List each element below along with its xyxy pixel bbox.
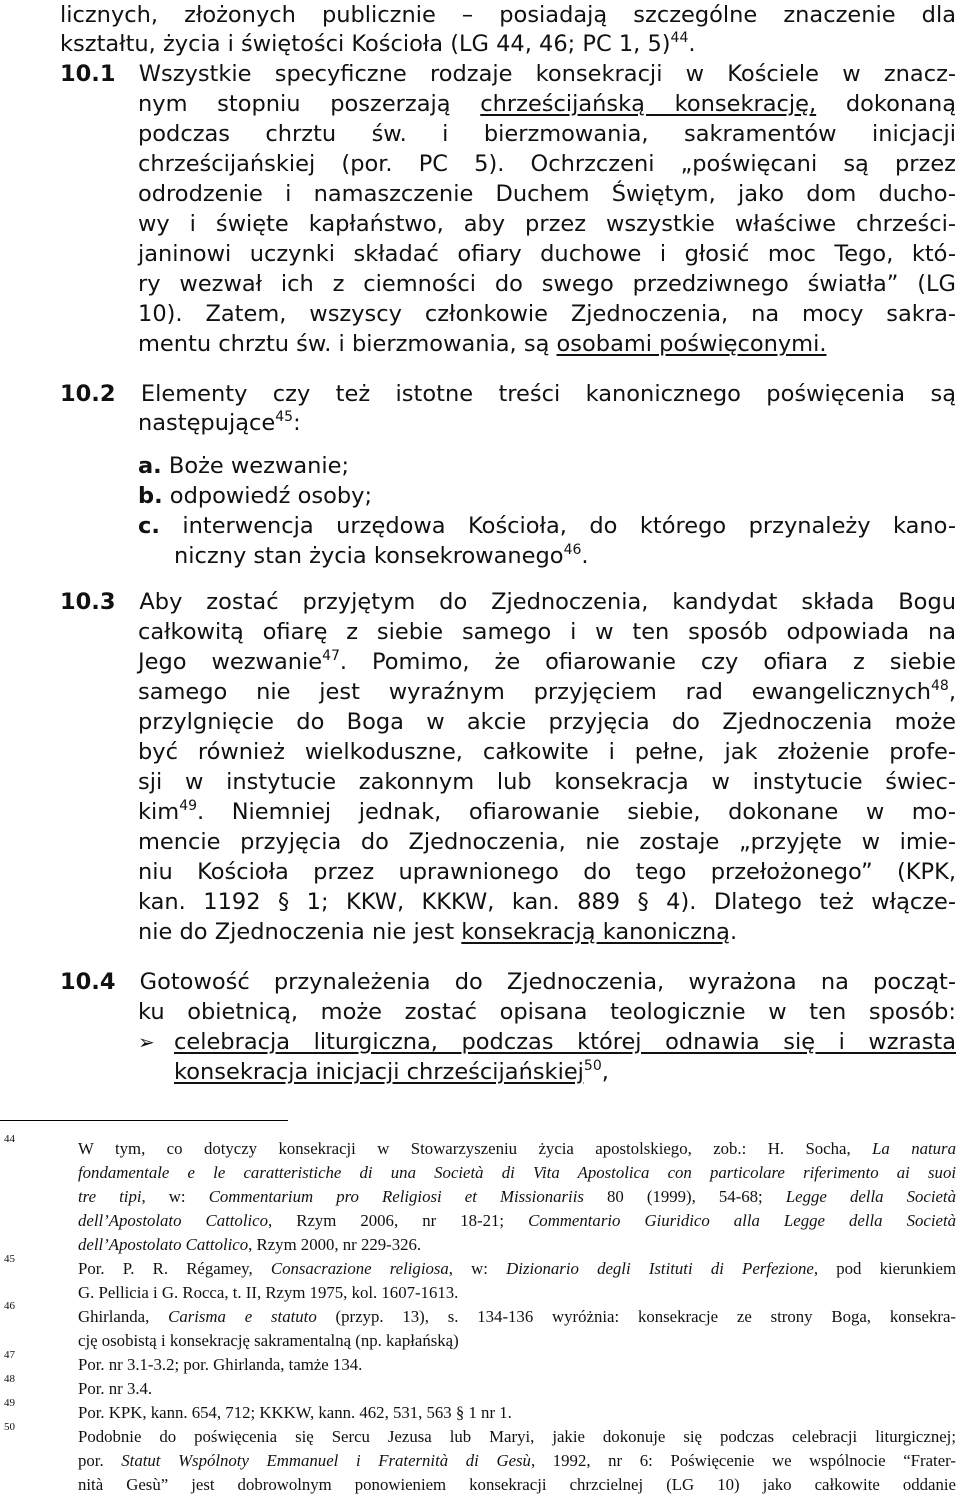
text-line	[138, 767, 956, 797]
section-number: 10.3	[60, 589, 116, 615]
footnote-line	[78, 1185, 956, 1209]
text-span: ry wezwał ich z ciemności do swego przedziwnego światła” (LG	[138, 271, 956, 297]
footnote-ref: 48	[931, 678, 949, 694]
title-italic: Statut Wspólnoty Emmanuel i Fraternità di Gesù	[121, 1451, 531, 1470]
text-span: przylgnięcie do Boga w akcie przyjęcia do Zjednoczenia może	[138, 709, 956, 735]
text-line	[174, 541, 589, 571]
text-line	[138, 239, 956, 269]
footnote-text: por.	[78, 1451, 122, 1470]
text-span: janinowi uczynki składać ofiary duchowe i głosić moc Tego, któ-	[138, 241, 956, 267]
section-number: 10.2	[60, 381, 116, 407]
underlined-text: konsekracja inicjacji chrześcijańskiej	[174, 1059, 584, 1085]
title-italic: dell’Apostolato Cattolico	[78, 1211, 268, 1230]
footnote-line	[78, 1329, 459, 1353]
text-line	[138, 827, 956, 857]
footnote-ref: 46	[563, 542, 582, 558]
text-span: dokonaną	[816, 91, 956, 117]
text-span: całkowitą ofiarę z siebie samego i w ten sposób odpowiada na	[138, 619, 956, 645]
footnote-ref: 44	[670, 30, 689, 46]
title-italic: Legge della Società	[785, 1187, 956, 1206]
text-line	[60, 967, 956, 997]
text-line	[138, 209, 956, 239]
underlined-text: celebracja liturgiczna, podczas której odnawia się i wzrasta	[174, 1029, 956, 1055]
text-line	[138, 917, 737, 947]
text-span: podczas chrztu św. i bierzmowania, sakramentów inicjacji	[138, 121, 956, 147]
footnote-text: 80 (1999), 54-68;	[583, 1187, 786, 1206]
footnote-line	[78, 1305, 956, 1329]
text-line	[138, 89, 956, 119]
text-line	[138, 857, 956, 887]
footnote-text: , pod kierunkiem	[813, 1259, 956, 1278]
text-span: :	[293, 410, 301, 436]
title-italic: Consacrazione religiosa	[270, 1259, 449, 1278]
text-span: być również wielkoduszne, całkowite i pełne, jak złożenie profe-	[138, 739, 956, 765]
footnote-text: Por. nr 3.4.	[78, 1379, 153, 1398]
underlined-text: osobami poświęconymi.	[556, 331, 827, 357]
text-line	[138, 707, 956, 737]
text-span: następujące	[138, 410, 276, 436]
footnote-line	[78, 1233, 421, 1257]
footnote-text: , 1992, nr 6: Poświęcenie we wspólnocie “Frater-	[530, 1451, 956, 1470]
text-span: ,	[601, 1059, 609, 1085]
footnote-ref: 45	[275, 409, 294, 425]
text-line	[60, 29, 696, 59]
text-line	[138, 269, 956, 299]
footnote-line	[78, 1353, 362, 1377]
footnote-line	[78, 1281, 458, 1305]
footnote-ref: 50	[583, 1058, 602, 1074]
text-line	[138, 677, 956, 707]
text-line	[138, 617, 956, 647]
title-italic: dell’Apostolato Cattolico	[78, 1235, 249, 1254]
text-line	[138, 511, 956, 541]
text-span: wy i święte kapłaństwo, aby przez wszystkie właściwe chrześci-	[138, 211, 956, 237]
footnote-text: nità Gesù” jest dobrowolnym ponowieniem konsekracji chrzcielnej (LG 10) jako całkowite oddanie	[78, 1475, 956, 1494]
section-number: 10.4	[60, 969, 116, 995]
footnote-line	[78, 1473, 956, 1496]
text-span: Gotowość przynależenia do Zjednoczenia, wyrażona na począt-	[115, 969, 956, 995]
text-span: kan. 1192 § 1; KKW, KKKW, kan. 889 § 4). Dlatego też włącze-	[138, 889, 956, 915]
footnote-line	[78, 1257, 956, 1281]
footnote-line	[78, 1401, 512, 1425]
title-italic: Dizionario degli Istituti di Perfezione	[506, 1259, 814, 1278]
footnote-line	[78, 1137, 956, 1161]
footnote-number: 48	[4, 1373, 15, 1385]
text-span: mencie przyjęcia do Zjednoczenia, nie zostaje „przyjęte w imie-	[138, 829, 956, 855]
section-number: c.	[138, 513, 160, 539]
footnote-text: (przyp. 13), s. 134-136 wyróżnia: konsekracje ze strony Boga, konsekra-	[316, 1307, 956, 1326]
text-line	[138, 329, 826, 359]
text-span: interwencja urzędowa Kościoła, do którego przynależy kano-	[159, 513, 956, 539]
footnote-number: 50	[4, 1421, 15, 1433]
underlined-text: konsekracją kanoniczną	[461, 919, 730, 945]
text-span: Wszystkie specyficzne rodzaje konsekracji w Kościele w znacz-	[115, 61, 956, 87]
text-line	[138, 451, 349, 481]
footnote-separator	[0, 1120, 288, 1121]
text-span: ,	[948, 679, 956, 705]
title-italic: Carisma e statuto	[168, 1307, 317, 1326]
text-span: nie do Zjednoczenia nie jest	[138, 919, 462, 945]
footnote-ref: 47	[322, 648, 340, 664]
text-span: Aby zostać przyjętym do Zjednoczenia, kandydat składa Bogu	[115, 589, 956, 615]
text-span: . Niemniej jednak, ofiarowanie siebie, dokonane w mo-	[197, 799, 956, 825]
text-span: mentu chrztu św. i bierzmowania, są	[138, 331, 557, 357]
text-line	[138, 737, 956, 767]
text-line	[60, 59, 956, 89]
text-line	[138, 647, 956, 677]
section-number: b.	[138, 483, 163, 509]
text-span: nym stopniu poszerzają	[138, 91, 481, 117]
footnote-number: 45	[4, 1253, 15, 1265]
title-italic: Commentarium pro Religiosi et Missionariis	[208, 1187, 584, 1206]
footnote-number: 49	[4, 1397, 15, 1409]
section-number: 10.1	[60, 61, 116, 87]
footnote-text: Podobnie do poświęcenia się Sercu Jezusa lub Maryi, jakie dokonuje się podczas celebracji liturgicznej;	[78, 1427, 956, 1446]
footnote-text: , Rzym 2000, nr 229-326.	[248, 1235, 422, 1254]
footnote-number: 44	[4, 1133, 15, 1145]
text-line	[138, 887, 956, 917]
text-span: odrodzenie i namaszczenie Duchem Świętym, jako dom ducho-	[138, 181, 956, 207]
text-span: .	[729, 919, 738, 945]
footnote-line	[78, 1161, 956, 1185]
text-span: odpowiedź osoby;	[162, 483, 373, 509]
text-span: Elementy czy też istotne treści kanonicznego poświęcenia są	[115, 381, 956, 407]
footnote-line	[78, 1449, 956, 1473]
text-span: sji w instytucie zakonnym lub konsekracja w instytucie świec-	[138, 769, 956, 795]
text-line	[138, 481, 372, 511]
footnote-text: G. Pellicia i G. Rocca, t. II, Rzym 1975, kol. 1607-1613.	[78, 1283, 459, 1302]
footnote-text: Por. P. R. Régamey,	[78, 1259, 271, 1278]
text-line	[138, 408, 301, 438]
title-italic: La natura	[872, 1139, 956, 1158]
footnote-text: cję osobistą i konsekrację sakramentalną (np. kapłańską)	[78, 1331, 459, 1350]
footnote-line	[78, 1377, 152, 1401]
footnote-line	[78, 1425, 956, 1449]
text-span: kształtu, życia i świętości Kościoła (LG 44, 46; PC 1, 5)	[60, 31, 671, 57]
footnote-text: W tym, co dotyczy konsekracji w Stowarzyszeniu życia apostolskiego, zob.: H. Socha,	[78, 1139, 873, 1158]
footnote-text: , Rzym 2006, nr 18-21;	[268, 1211, 529, 1230]
footnote-text: Por. KPK, kann. 654, 712; KKKW, kann. 462, 531, 563 § 1 nr 1.	[78, 1403, 512, 1422]
footnote-text: Por. nr 3.1-3.2; por. Ghirlanda, tamże 134.	[78, 1355, 363, 1374]
footnote-number: 47	[4, 1349, 15, 1361]
text-span: Jego wezwanie	[138, 649, 323, 675]
text-line	[174, 1027, 956, 1057]
footnote-number: 46	[4, 1300, 15, 1312]
footnote-text: , w:	[448, 1259, 507, 1278]
text-span: niu Kościoła przez uprawnionego do tego przełożonego” (KPK,	[138, 859, 956, 885]
text-line	[138, 797, 956, 827]
footnote-line	[78, 1209, 956, 1233]
text-line	[138, 149, 956, 179]
text-span: licznych, złożonych publicznie – posiadają szczególne znaczenie dla	[60, 2, 956, 28]
underlined-text: chrześcijańską konsekrację,	[480, 91, 817, 117]
title-italic: fondamentale e le caratteristiche di una Società di Vita Apostolica con particolare riferimento ai suoi	[78, 1163, 956, 1182]
text-line	[60, 0, 956, 30]
text-span: chrześcijańskiej (por. PC 5). Ochrzczeni „poświęcani są przez	[138, 151, 956, 177]
text-span: 10). Zatem, wszyscy członkowie Zjednoczenia, na mocy sakra-	[138, 301, 956, 327]
text-line	[174, 1057, 609, 1087]
text-span: ku obietnicą, może zostać opisana teologicznie w ten sposób:	[138, 999, 956, 1025]
text-span: .	[688, 31, 696, 57]
text-line	[138, 179, 956, 209]
bullet-arrow-icon: ➢	[138, 1030, 155, 1054]
title-italic: Commentario Giuridico alla Legge della Società	[528, 1211, 956, 1230]
title-italic: tre tipi	[78, 1187, 142, 1206]
text-line	[60, 587, 956, 617]
text-span: niczny stan życia konsekrowanego	[174, 543, 564, 569]
footnote-text: Ghirlanda,	[78, 1307, 169, 1326]
text-line	[138, 997, 956, 1027]
text-span: samego nie jest wyraźnym przyjęciem rad ewangelicznych	[138, 679, 932, 705]
text-span: Boże wezwanie;	[161, 453, 350, 479]
section-number: a.	[138, 453, 162, 479]
text-line	[60, 379, 956, 409]
text-span: kim	[138, 799, 180, 825]
text-line	[138, 119, 956, 149]
text-span: . Pomimo, że ofiarowanie czy ofiara z siebie	[339, 649, 957, 675]
footnote-ref: 49	[179, 798, 198, 814]
text-span: .	[581, 543, 589, 569]
text-line	[138, 299, 956, 329]
footnote-text: , w:	[141, 1187, 209, 1206]
